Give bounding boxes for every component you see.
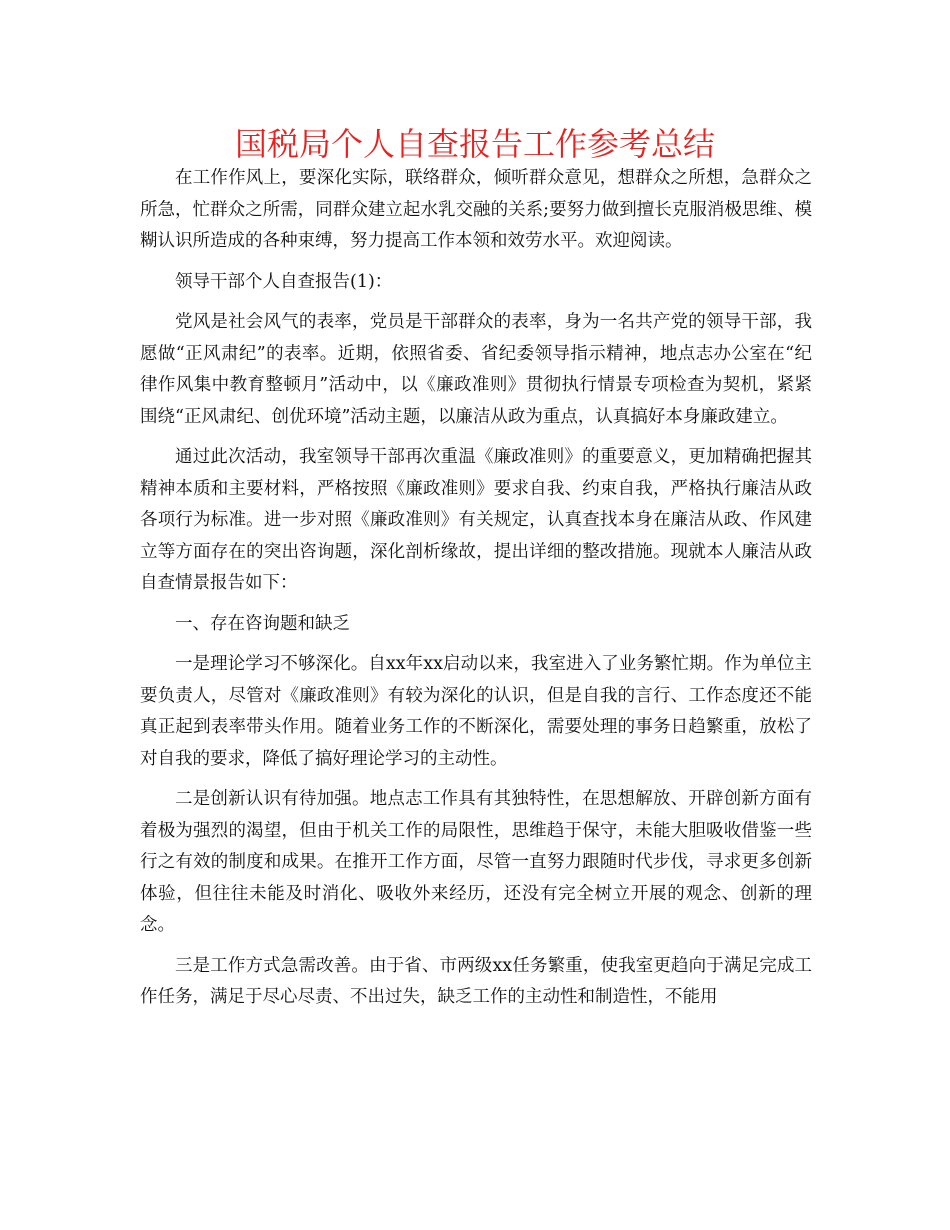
section-heading-report: 领导干部个人自查报告(1)： — [175, 271, 393, 292]
document-title: 国税局个人自查报告工作参考总结 — [234, 125, 715, 163]
paragraph-problem-two: 二是创新认识有待加强。地点志工作具有其独特性，在思想解放、开辟创新方面有着极为强烈的渴望，但由于机关工作的局限性，思维趋于保守，未能大胆吸收借鉴一些行之有效的制度和成果。在推开工作方面，尽管一直努力跟随时代步伐，寻求更多创新体验，但往往未能及时消化、吸收外来经历，还没有完全树立开展的观念、创新的理念。 — [140, 789, 812, 935]
document-body — [140, 163, 812, 1014]
paragraph-intro: 在工作作风上，要深化实际，联络群众，倾听群众意见，想群众之所想，急群众之所急，忙群众之所需，同群众建立起水乳交融的关系;要努力做到擅长克服消极思维、模糊认识所造成的各种束缚，努力提高工作本领和效劳水平。欢迎阅读。 — [140, 168, 812, 251]
section-heading-problems: 一、存在咨询题和缺乏 — [175, 613, 350, 634]
paragraph-problem-three: 三是工作方式急需改善。由于省、市两级xx任务繁重，使我室更趋向于满足完成工作任务，满足于尽心尽责、不出过失，缺乏工作的主动性和制造性，不能用 — [140, 955, 812, 1007]
paragraph-party-style: 党风是社会风气的表率，党员是干部群众的表率，身为一名共产党的领导干部，我愿做“正风肃纪”的表率。近期，依照省委、省纪委领导指示精神，地点志办公室在“纪律作风集中教育整顿月”活动中，以《廉政准则》贯彻执行情景专项检查为契机，紧紧围绕“正风肃纪、创优环境”活动主题，以廉洁从政为重点，认真搞好本身廉政建立。 — [140, 312, 812, 427]
paragraph-activity: 通过此次活动，我室领导干部再次重温《廉政准则》的重要意义，更加精确把握其精神本质和主要材料，严格按照《廉政准则》要求自我、约束自我，严格执行廉洁从政各项行为标准。进一步对照《廉政准则》有关规定，认真查找本身在廉洁从政、作风建立等方面存在的突出咨询题，深化剖析缘故，提出详细的整改措施。现就本人廉洁从政自查情景报告如下： — [140, 447, 812, 593]
paragraph-problem-one: 一是理论学习不够深化。自xx年xx启动以来，我室进入了业务繁忙期。作为单位主要负责人，尽管对《廉政准则》有较为深化的认识，但是自我的言行、工作态度还不能真正起到表率带头作用。随着业务工作的不断深化，需要处理的事务日趋繁重，放松了对自我的要求，降低了搞好理论学习的主动性。 — [140, 654, 812, 769]
